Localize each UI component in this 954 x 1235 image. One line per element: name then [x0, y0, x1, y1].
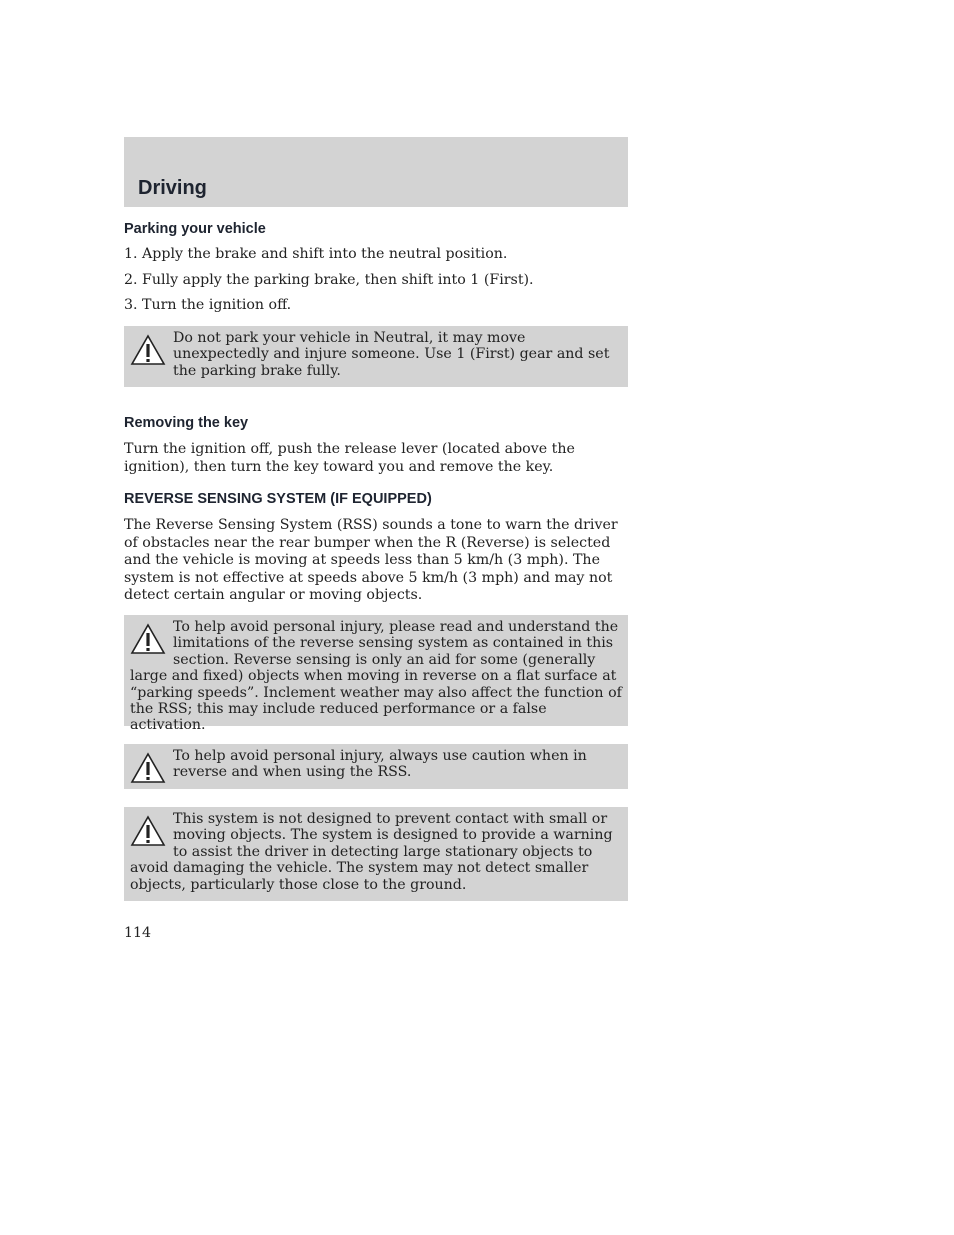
- parking-step-2: 2. Fully apply the parking brake, then shift into 1 (First).: [124, 272, 534, 288]
- section-header: [124, 137, 628, 207]
- rss-heading: REVERSE SENSING SYSTEM (IF EQUIPPED): [124, 491, 432, 507]
- parking-warning-text: Do not park your vehicle in Neutral, it may move unexpectedly and injure someone. Use 1 (First) gear and set the parking brake fully.: [173, 330, 610, 379]
- page-number: 114: [124, 925, 152, 941]
- warning-triangle-icon: [130, 334, 166, 366]
- warning-triangle-icon: [130, 752, 166, 784]
- removing-key-body: Turn the ignition off, push the release lever (located above the ignition), then turn the key toward you and remove the key.: [124, 441, 575, 475]
- rss-warning-box-1: [124, 615, 628, 734]
- rss-warning-text-3: This system is not designed to prevent contact with small or moving objects. The system is designed to provide a warning to assist the driver in detecting large stationary objects to avoid damaging the vehicle. The system may not detect smaller objects, particularly those close to the ground.: [130, 811, 613, 893]
- rss-warning-box-2: [124, 744, 628, 789]
- rss-warning-text-1: To help avoid personal injury, please read and understand the limitations of the reverse sensing system as contained in this section. Reverse sensing is only an aid for some (generally large and fixed) objects when moving in reverse on a flat surface at “parking speeds”. Inclement weather may also affect the function of the RSS; this may include reduced performance or a false activation.: [130, 619, 622, 734]
- warning-triangle-icon: [130, 815, 166, 847]
- section-title: Driving: [138, 177, 207, 199]
- rss-body: The Reverse Sensing System (RSS) sounds a tone to warn the driver of obstacles near the rear bumper when the R (Reverse) is selected and the vehicle is moving at speeds less than 5 km/h (3 mph). The system is not effective at speeds above 5 km/h (3 mph) and may not detect certain angular or moving objects.: [124, 517, 618, 603]
- parking-step-3: 3. Turn the ignition off.: [124, 297, 292, 313]
- rss-warning-box-3: [124, 807, 628, 901]
- parking-warning-box: [124, 326, 628, 387]
- parking-step-1: 1. Apply the brake and shift into the neutral position.: [124, 246, 508, 262]
- rss-warning-text-2: To help avoid personal injury, always use caution when in reverse and when using the RSS.: [173, 748, 587, 781]
- parking-heading: Parking your vehicle: [124, 221, 266, 237]
- warning-triangle-icon: [130, 623, 166, 655]
- removing-key-heading: Removing the key: [124, 415, 249, 431]
